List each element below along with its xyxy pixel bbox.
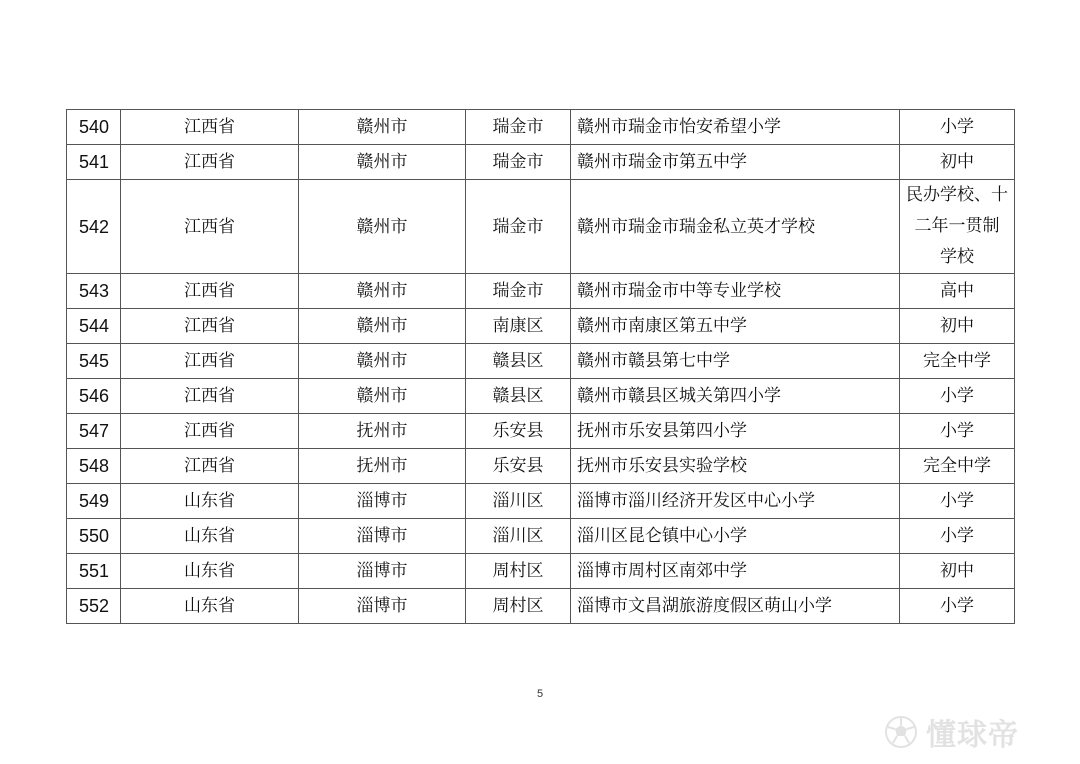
table-row <box>67 180 1015 274</box>
school-type-cell: 初中 <box>900 309 1015 344</box>
school-name-cell: 淄博市淄川经济开发区中心小学 <box>571 484 900 519</box>
city-cell: 赣州市 <box>299 145 466 180</box>
school-type-cell: 小学 <box>900 379 1015 414</box>
district-cell: 瑞金市 <box>466 180 571 274</box>
row-number: 542 <box>67 180 121 274</box>
row-number: 544 <box>67 309 121 344</box>
school-name-cell: 赣州市瑞金市瑞金私立英才学校 <box>571 180 900 274</box>
school-name-cell: 淄博市周村区南郊中学 <box>571 554 900 589</box>
district-cell: 乐安县 <box>466 449 571 484</box>
city-cell: 赣州市 <box>299 274 466 309</box>
district-cell: 赣县区 <box>466 379 571 414</box>
city-cell: 赣州市 <box>299 379 466 414</box>
table-row <box>67 145 1015 180</box>
row-number: 551 <box>67 554 121 589</box>
watermark <box>884 712 1064 752</box>
school-type-line: 民办学校、十 <box>906 185 1008 205</box>
school-type-cell: 小学 <box>900 484 1015 519</box>
table-row <box>67 309 1015 344</box>
district-cell: 周村区 <box>466 554 571 589</box>
school-type-cell: 小学 <box>900 414 1015 449</box>
school-name-cell: 赣州市赣县区城关第四小学 <box>571 379 900 414</box>
province-cell: 山东省 <box>121 589 299 624</box>
school-name-cell: 抚州市乐安县实验学校 <box>571 449 900 484</box>
district-cell: 瑞金市 <box>466 274 571 309</box>
table-row <box>67 519 1015 554</box>
row-number: 546 <box>67 379 121 414</box>
row-number: 552 <box>67 589 121 624</box>
watermark-text: 懂球帝 <box>926 718 1019 753</box>
school-type-cell: 初中 <box>900 145 1015 180</box>
district-cell: 瑞金市 <box>466 145 571 180</box>
table-row <box>67 414 1015 449</box>
district-cell: 周村区 <box>466 589 571 624</box>
city-cell: 淄博市 <box>299 519 466 554</box>
province-cell: 江西省 <box>121 274 299 309</box>
row-number: 543 <box>67 274 121 309</box>
district-cell: 乐安县 <box>466 414 571 449</box>
province-cell: 山东省 <box>121 519 299 554</box>
province-cell: 江西省 <box>121 180 299 274</box>
school-name-cell: 抚州市乐安县第四小学 <box>571 414 900 449</box>
row-number: 548 <box>67 449 121 484</box>
table-row <box>67 484 1015 519</box>
row-number: 549 <box>67 484 121 519</box>
city-cell: 赣州市 <box>299 180 466 274</box>
district-cell: 淄川区 <box>466 484 571 519</box>
page-number: 5 <box>536 688 544 700</box>
province-cell: 江西省 <box>121 449 299 484</box>
school-type-cell: 小学 <box>900 519 1015 554</box>
school-type-line: 二年一贯制 <box>914 216 1000 236</box>
table-row <box>67 344 1015 379</box>
school-type-cell <box>900 180 1015 274</box>
city-cell: 抚州市 <box>299 449 466 484</box>
district-cell: 瑞金市 <box>466 110 571 145</box>
province-cell: 江西省 <box>121 145 299 180</box>
city-cell: 赣州市 <box>299 309 466 344</box>
table-row <box>67 110 1015 145</box>
province-cell: 江西省 <box>121 344 299 379</box>
city-cell: 抚州市 <box>299 414 466 449</box>
province-cell: 山东省 <box>121 484 299 519</box>
school-name-cell: 赣州市瑞金市第五中学 <box>571 145 900 180</box>
row-number: 547 <box>67 414 121 449</box>
table-row <box>67 379 1015 414</box>
school-name-cell: 赣州市南康区第五中学 <box>571 309 900 344</box>
row-number: 541 <box>67 145 121 180</box>
school-type-cell: 完全中学 <box>900 344 1015 379</box>
school-type-cell: 完全中学 <box>900 449 1015 484</box>
school-type-cell: 小学 <box>900 110 1015 145</box>
school-name-cell: 淄川区昆仑镇中心小学 <box>571 519 900 554</box>
city-cell: 赣州市 <box>299 344 466 379</box>
city-cell: 淄博市 <box>299 484 466 519</box>
school-name-cell: 赣州市瑞金市怡安希望小学 <box>571 110 900 145</box>
school-name-cell: 淄博市文昌湖旅游度假区萌山小学 <box>571 589 900 624</box>
city-cell: 淄博市 <box>299 554 466 589</box>
district-cell: 赣县区 <box>466 344 571 379</box>
football-icon <box>884 715 918 749</box>
city-cell: 赣州市 <box>299 110 466 145</box>
school-table <box>66 109 1015 624</box>
row-number: 550 <box>67 519 121 554</box>
district-cell: 南康区 <box>466 309 571 344</box>
table-row <box>67 554 1015 589</box>
province-cell: 江西省 <box>121 309 299 344</box>
school-name-cell: 赣州市瑞金市中等专业学校 <box>571 274 900 309</box>
school-type-cell: 小学 <box>900 589 1015 624</box>
province-cell: 江西省 <box>121 414 299 449</box>
school-type-cell: 初中 <box>900 554 1015 589</box>
school-type-line: 学校 <box>940 247 974 267</box>
table-row <box>67 449 1015 484</box>
row-number: 540 <box>67 110 121 145</box>
province-cell: 江西省 <box>121 379 299 414</box>
district-cell: 淄川区 <box>466 519 571 554</box>
row-number: 545 <box>67 344 121 379</box>
table-row <box>67 589 1015 624</box>
table-row <box>67 274 1015 309</box>
school-name-cell: 赣州市赣县第七中学 <box>571 344 900 379</box>
province-cell: 山东省 <box>121 554 299 589</box>
province-cell: 江西省 <box>121 110 299 145</box>
school-type-cell: 高中 <box>900 274 1015 309</box>
city-cell: 淄博市 <box>299 589 466 624</box>
